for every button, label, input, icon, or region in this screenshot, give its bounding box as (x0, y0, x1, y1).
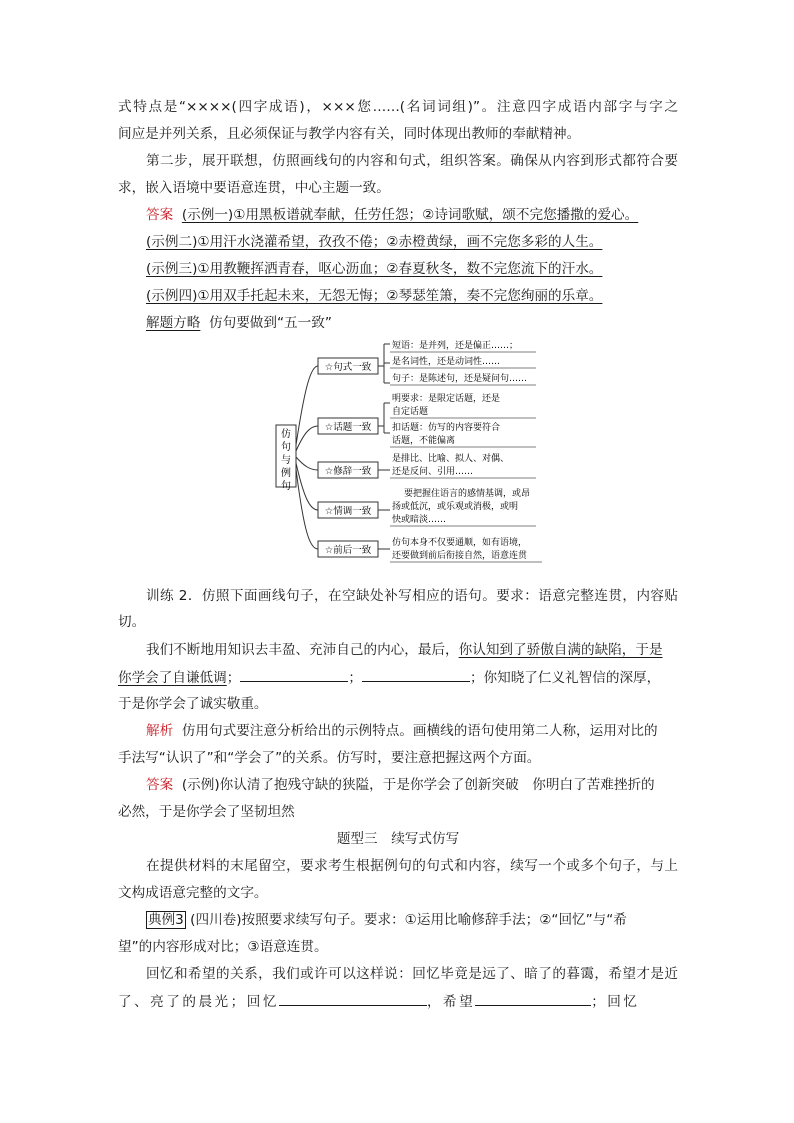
answer-blank-4[interactable] (475, 991, 591, 1006)
method-line (146, 313, 678, 333)
answer1-example4: (示例四)①用双手托起未来，无怨无悔；②琴瑟笙箫，奏不完您绚丽的乐章。 (146, 288, 603, 304)
exercise2-underlined-b: 你学会了自谦低调 (118, 670, 227, 686)
mindmap-root-char-2: 句 (281, 442, 291, 453)
analysis-label: 解析 (146, 723, 174, 739)
connector-2 (296, 426, 318, 451)
section3-line2: 文构成语意完整的文字。 (118, 885, 268, 901)
branch-label-4: ☆情调一致 (324, 506, 372, 517)
branch-label-2: ☆话题一致 (324, 422, 372, 433)
exercise2-sep-a: ； (226, 670, 241, 686)
detail-3-2: 还是反问、引用…… (392, 467, 474, 477)
branch-label-5: ☆前后一致 (324, 545, 372, 556)
exercise2-underlined-a: 你认知到了骄傲自满的缺陷，于是 (458, 642, 663, 658)
final-line1: 回忆和希望的关系，我们或许可以这样说：回忆毕竟是远了、暗了的暮霭，希望才是近 (146, 966, 678, 982)
connector-3 (296, 457, 318, 470)
detail-1-1: 短语：是并列，还是偏正……； (392, 341, 519, 351)
answer1-line2 (146, 232, 678, 252)
example3-line1 (146, 910, 678, 930)
exercise2-text-a: 我们不断地用知识去丰盈、充沛自己的内心，最后， (146, 642, 459, 658)
answer2-line2: 必然，于是你学会了坚韧坦然 (118, 804, 295, 820)
example3-text-1: (四川卷)按照要求续写句子。要求：①运用比喻修辞手法；②“回忆”与“希 (190, 912, 627, 928)
mindmap-root-char-1: 仿 (281, 429, 291, 440)
bracket-2 (378, 403, 390, 433)
detail-2-4: 话题，不能偏离 (392, 436, 456, 446)
branch-label-1: ☆句式一致 (324, 362, 372, 373)
exercise2-prompt-line1: 训练 2．仿照下面画线句子，在空缺处补写相应的语句。要求：语意完整连贯，内容贴 (146, 588, 678, 604)
mindmap-root-char-5: 句 (281, 481, 291, 492)
detail-4-3: 快或暗淡…… (392, 515, 447, 525)
five-consistency-mindmap (274, 333, 554, 565)
paragraph2-line1: 第二步，展开联想，仿照画线句的内容和句式，组织答案。确保从内容到形式都符合要 (146, 153, 678, 169)
detail-4-2: 扬或低沉，或乐观或消极，或明 (392, 502, 519, 512)
paragraph2-line2: 求，嵌入语境中要语意连贯，中心主题一致。 (118, 180, 390, 196)
example3-label: 典例3 (148, 912, 184, 928)
section3-line1: 在提供材料的末尾留空，要求考生根据例句的句式和内容，续写一个或多个句子，与上 (146, 858, 678, 874)
answer2-text-1: (示例)你认清了抱残守缺的狭隘，于是你学会了创新突破 你明白了苦难挫折的 (181, 777, 655, 793)
analysis-line1 (146, 721, 678, 741)
answer1-example1: (示例一)①用黑板谱就奉献，任劳任怨；②诗词歌赋，颂不完您播撒的爱心。 (181, 207, 639, 223)
final-line2 (118, 991, 678, 1012)
detail-2-3: 扣话题：仿写的内容要符合 (392, 423, 501, 433)
exercise2-sep-b: ； (348, 670, 362, 686)
exercise2-text-line3: 于是你学会了诚实敬重。 (118, 696, 268, 712)
detail-3-1: 是排比、比喻、拟人、对偶、 (392, 454, 510, 464)
paragraph1-line1: 式特点是“××××(四字成语)，×××您……(名词词组)”。注意四字成语内部字与字之 (118, 99, 678, 115)
final-text-c: ；回忆 (591, 994, 640, 1010)
exercise2-text-line2 (118, 667, 678, 688)
mindmap-root-char-4: 例 (281, 468, 291, 479)
answer1-example3: (示例三)①用教鞭挥洒青春，呕心沥血；②春夏秋冬，数不完您流下的汗水。 (146, 261, 603, 277)
connector-1 (296, 366, 318, 445)
example3-line2: 望”的内容形成对比；③语意连贯。 (118, 939, 328, 955)
final-text-b: ，希望 (426, 994, 476, 1010)
detail-4-1: 要把握住语言的感情基调，或昂 (404, 489, 531, 499)
answer2-line1 (146, 775, 678, 795)
bracket-1 (378, 344, 390, 383)
answer1-example2: (示例二)①用汗水浇灌希望，孜孜不倦；②赤橙黄绿，画不完您多彩的人生。 (146, 234, 603, 250)
exercise2-sep-c: ； (469, 670, 484, 686)
final-text-a: 了、亮了的晨光；回忆 (118, 994, 279, 1010)
paragraph1-line2: 间应是并列关系，且必须保证与教学内容有关，同时体现出教师的奉献精神。 (118, 126, 581, 142)
method-label: 解题方略 (146, 315, 201, 331)
detail-1-2: 是名词性，还是动词性…… (392, 357, 501, 367)
analysis-text-1: 仿用句式要注意分析给出的示例特点。画横线的语句使用第二人称，运用对比的 (181, 723, 658, 739)
answer1-line4 (146, 286, 678, 306)
branch-label-3: ☆修辞一致 (324, 466, 372, 477)
answer1-line1 (146, 205, 678, 225)
exercise2-text-b: 你知晓了仁义礼智信的深厚， (483, 670, 661, 686)
answer2-label: 答案 (146, 777, 174, 793)
detail-1-3: 句子：是陈述句，还是疑问句…… (392, 374, 528, 384)
mindmap-root-char-3: 与 (281, 455, 291, 466)
answer-blank-2[interactable] (362, 667, 470, 682)
detail-2-2: 自定话题 (392, 407, 429, 417)
exercise2-prompt-line2: 切。 (118, 614, 146, 630)
answer1-line3 (146, 259, 678, 279)
answer-blank-1[interactable] (240, 667, 348, 682)
exercise2-text-line1 (146, 640, 678, 660)
analysis-line2: 手法写“认识了”和“学会了”的关系。仿写时，要注意把握这两个方面。 (118, 750, 541, 766)
method-text: 仿句要做到“五一致” (209, 315, 332, 331)
detail-5-2: 还要做到前后衔接自然，语意连贯 (392, 551, 528, 561)
section3-title: 题型三 续写式仿写 (336, 831, 460, 847)
detail-5-1: 仿句本身不仅要通顺，如有语境， (392, 538, 528, 548)
detail-2-1: 明要求：是限定话题，还是 (392, 394, 501, 404)
answer-label: 答案 (146, 207, 174, 223)
answer-blank-3[interactable] (279, 991, 427, 1006)
